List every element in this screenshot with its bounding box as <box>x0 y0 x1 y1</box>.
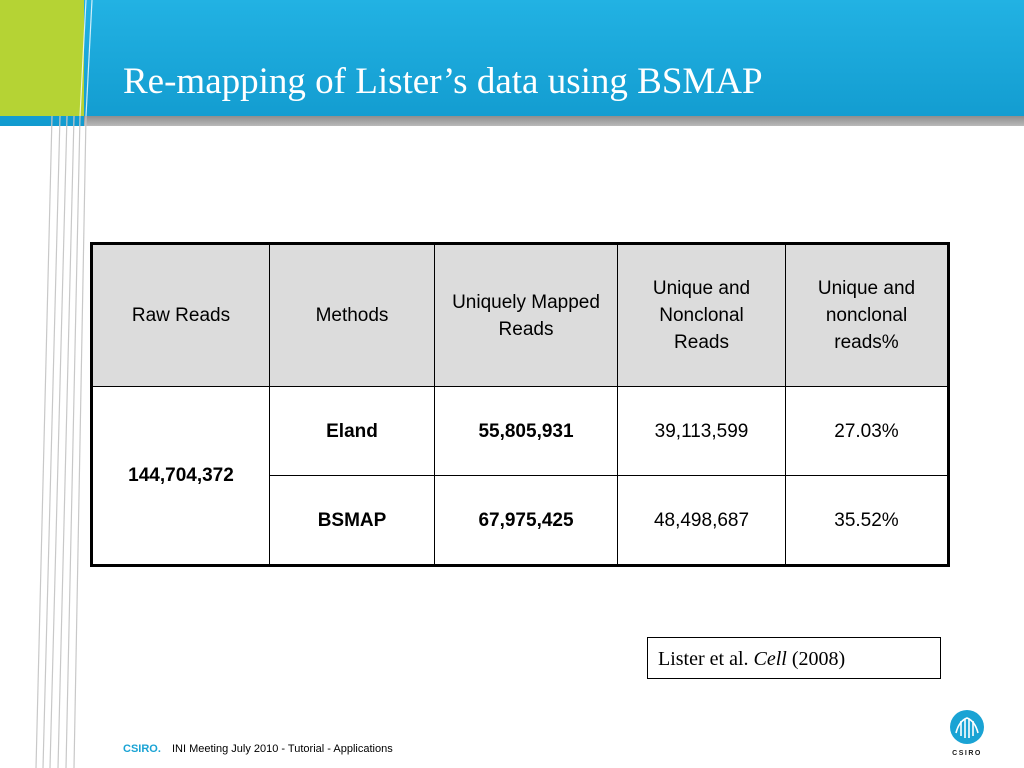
header-uniquely-mapped-text: Uniquely Mapped Reads <box>452 291 600 340</box>
cell-raw-reads: 144,704,372 <box>92 387 270 566</box>
footer-brand: CSIRO. <box>123 743 161 755</box>
cell-nonclonal: 48,498,687 <box>618 476 786 566</box>
csiro-logo-icon <box>947 709 987 757</box>
results-table <box>90 242 950 567</box>
citation-journal: Cell <box>753 648 787 670</box>
citation-year: (2008) <box>791 648 846 670</box>
header-nonclonal <box>618 244 786 387</box>
header-shadow <box>84 116 1024 126</box>
header-methods: Methods <box>270 244 435 387</box>
cell-percent: 27.03% <box>786 387 949 476</box>
cell-percent: 35.52% <box>786 476 949 566</box>
citation-authors: Lister et al. <box>658 648 749 670</box>
logo-label: CSIRO <box>952 750 982 757</box>
cell-uniquely-mapped: 67,975,425 <box>435 476 618 566</box>
cell-uniquely-mapped: 55,805,931 <box>435 387 618 476</box>
slide-title: Re-mapping of Lister’s data using BSMAP <box>123 61 763 102</box>
table-row <box>92 387 949 476</box>
cell-nonclonal: 39,113,599 <box>618 387 786 476</box>
cell-method: Eland <box>270 387 435 476</box>
header-percent <box>786 244 949 387</box>
citation-box <box>647 637 941 679</box>
table-header-row <box>92 244 949 387</box>
footer-text: INI Meeting July 2010 - Tutorial - Applications <box>171 743 393 755</box>
header-raw-reads: Raw Reads <box>92 244 270 387</box>
footer <box>123 743 393 755</box>
decorative-stripes <box>0 0 100 768</box>
header-percent-text: Unique and nonclonal reads% <box>817 278 916 353</box>
header-uniquely-mapped <box>435 244 618 387</box>
cell-method: BSMAP <box>270 476 435 566</box>
header-nonclonal-text: Unique and Nonclonal Reads <box>652 278 751 353</box>
